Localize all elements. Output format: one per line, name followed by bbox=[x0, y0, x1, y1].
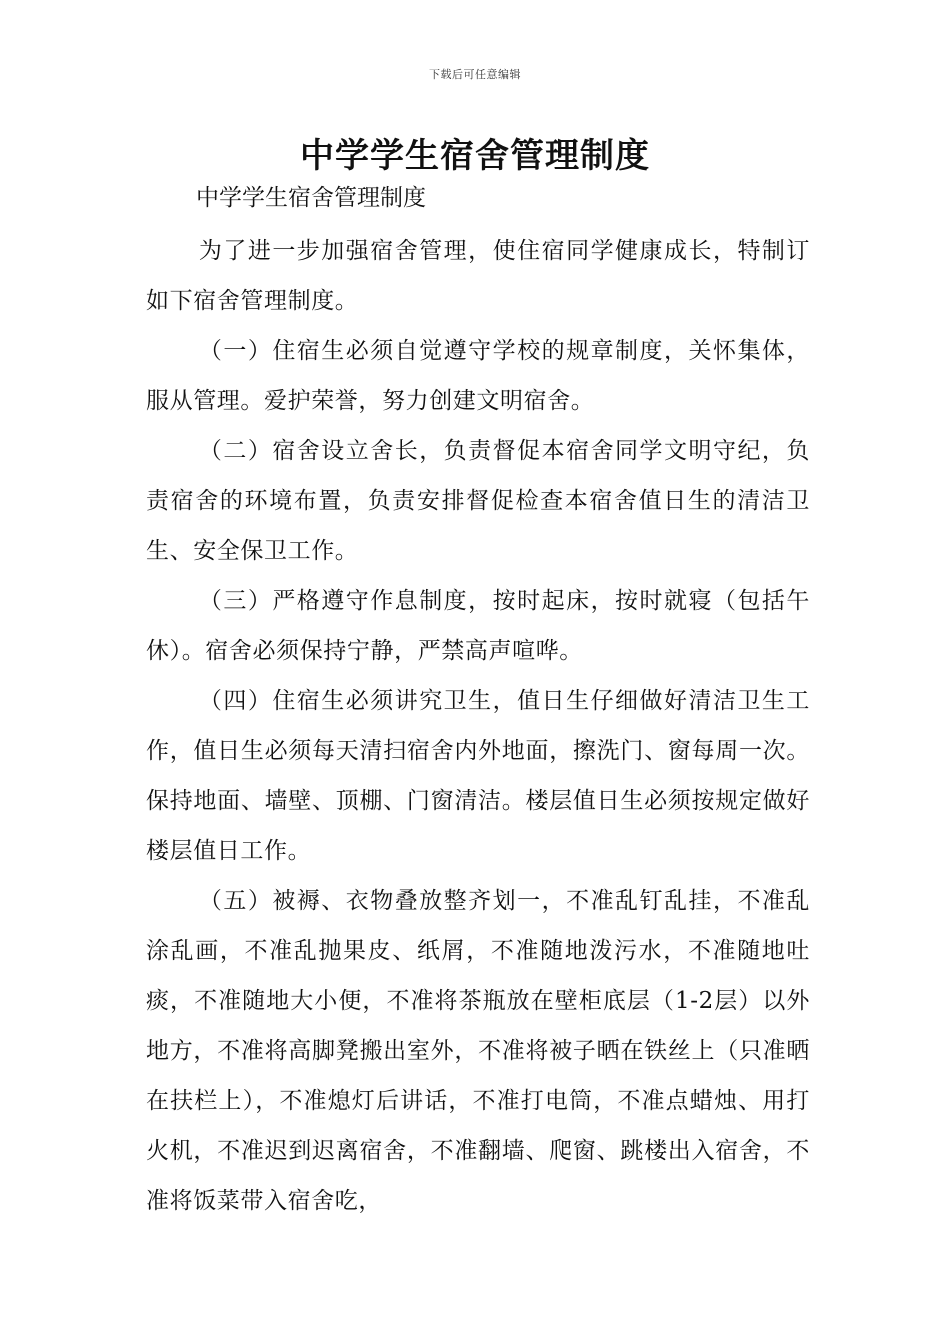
document-body bbox=[146, 226, 810, 1226]
paragraph-rule-2: （二）宿舍设立舍长，负责督促本宿舍同学文明守纪，负责宿舍的环境布置，负责安排督促检查本宿舍值日生的清洁卫生、安全保卫工作。 bbox=[146, 438, 810, 564]
paragraph-intro: 为了进一步加强宿舍管理，使住宿同学健康成长，特制订如下宿舍管理制度。 bbox=[146, 238, 810, 314]
paragraph-rule-1: （一）住宿生必须自觉遵守学校的规章制度，关怀集体，服从管理。爱护荣誉，努力创建文明宿舍。 bbox=[146, 338, 810, 414]
paragraph-rule-4: （四）住宿生必须讲究卫生，值日生仔细做好清洁卫生工作，值日生必须每天清扫宿舍内外地面，擦洗门、窗每周一次。保持地面、墙壁、顶棚、门窗清洁。楼层值日生必须按规定做好楼层值日工作。 bbox=[146, 688, 810, 864]
document-subtitle: 中学学生宿舍管理制度 bbox=[196, 185, 426, 211]
header-note: 下载后可任意编辑 bbox=[429, 68, 521, 81]
document-title: 中学学生宿舍管理制度 bbox=[300, 136, 650, 176]
paragraph-rule-3: （三）严格遵守作息制度，按时起床，按时就寝（包括午休）。宿舍必须保持宁静，严禁高声喧哗。 bbox=[146, 588, 810, 664]
paragraph-rule-5: （五）被褥、衣物叠放整齐划一，不准乱钉乱挂，不准乱涂乱画，不准乱抛果皮、纸屑，不准随地泼污水，不准随地吐痰，不准随地大小便，不准将茶瓶放在壁柜底层（1-2层）以外地方，不准将高脚凳搬出室外，不准将被子晒在铁丝上（只准晒在扶栏上），不准熄灯后讲话，不准打电筒，不准点蜡烛、用打火机，不准迟到迟离宿舍，不准翻墙、爬窗、跳楼出入宿舍，不准将饭菜带入宿舍吃， bbox=[146, 888, 810, 1214]
